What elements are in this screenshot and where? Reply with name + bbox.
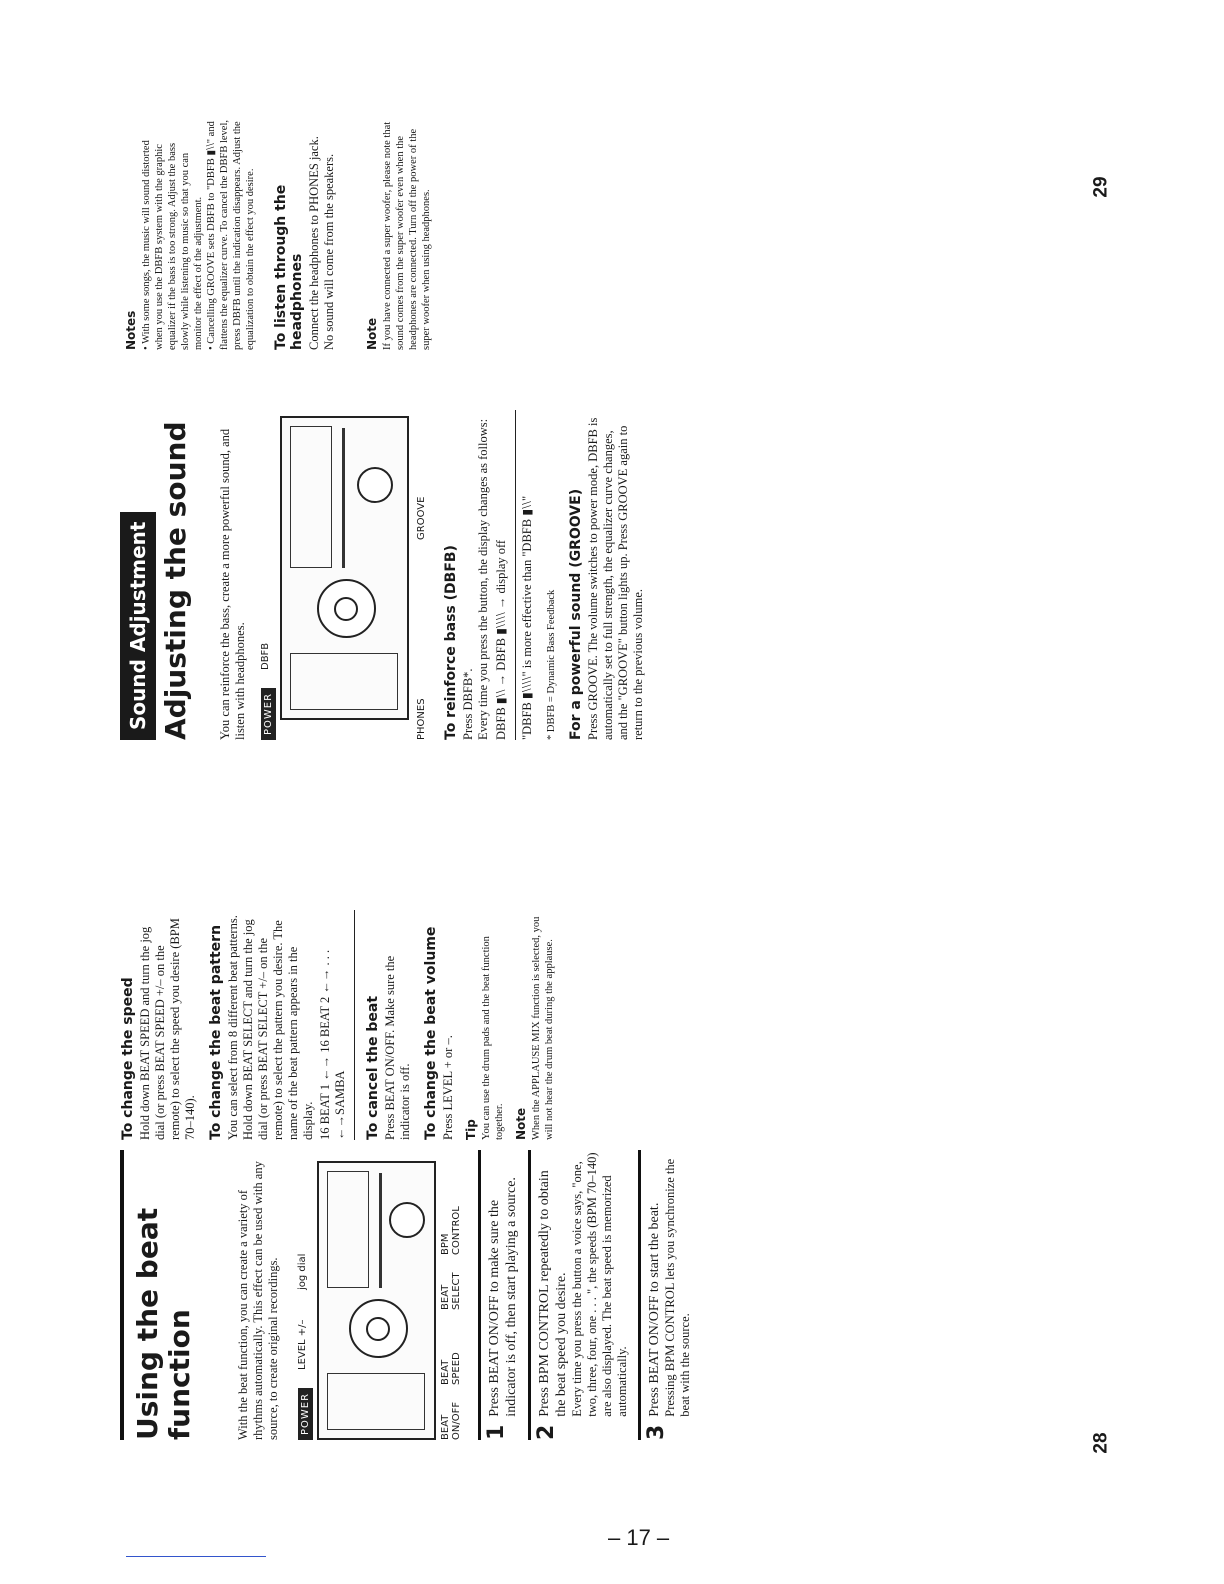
page-number-left: 28 [1090, 1432, 1112, 1454]
page-number-right: 29 [1090, 176, 1112, 198]
blue-underline [126, 1556, 266, 1557]
tip-text: You can use the drum pads and the beat function together. [481, 936, 505, 1140]
groove-heading: For a powerful sound (GROOVE) [568, 488, 584, 740]
sound-column [120, 410, 646, 740]
step-2 [528, 1150, 630, 1440]
dbfb-text: Every time you press the button, the display changes as follows: [476, 418, 490, 740]
notes-column [120, 120, 433, 350]
stereo-device-illustration [317, 1161, 436, 1440]
list-item: • Cancelling GROOVE sets DBFB to "DBFB ▮⧵⧵" and flattens the equalizer curve. To cancel the DBFB level, press DBFB until the indication disappears. Adjust the equalization to obtain the effect you desire. [206, 120, 256, 350]
step-number: 3 [644, 1424, 669, 1440]
title-rule [120, 1150, 124, 1440]
step-3 [638, 1150, 693, 1440]
step-note: Pressing BPM CONTROL lets you synchronize the beat with the source. [663, 1158, 692, 1417]
groove-text: Press GROOVE. The volume switches to power mode, DBFB is automatically set to full strength, the equalizer curve changes, and the "GROOVE" button lights up. Press GROOVE again to return to the previous volume. [586, 417, 645, 740]
beat-select-callout: BEAT SELECT [440, 1272, 462, 1310]
step-text: Press BEAT ON/OFF to start the beat. [647, 1202, 662, 1417]
beat-column [120, 1150, 693, 1440]
notes-heading: Notes [124, 310, 138, 350]
note-heading: Note [514, 1107, 528, 1140]
pattern-heading: To change the beat pattern [208, 924, 224, 1140]
dbfb-press: Press DBFB*. [461, 668, 475, 740]
cancel-text: Press BEAT ON/OFF. Make sure the indicator is off. [383, 955, 412, 1140]
note-text: When the APPLAUSE MIX function is selected, you will not hear the drum beat during the applause. [531, 916, 555, 1140]
headphones-heading: To listen through the headphones [273, 184, 305, 350]
beat-onoff-callout: BEAT ON/OFF [440, 1401, 462, 1440]
step-note: Every time you press the button a voice says, "one, two, three, four, one . . . ", the speeds (BPM 70–140) are also displayed. The beat speed is memorized automatically. [570, 1152, 629, 1417]
speed-text: Hold down BEAT SPEED and turn the jog dial (or press BEAT SPEED +/– on the remote) to select the speed you desire (BPM 70–140). [138, 918, 197, 1140]
level-callout: LEVEL +/– [297, 1319, 308, 1370]
jog-callout: jog dial [297, 1253, 308, 1290]
sound-intro: You can reinforce the bass, create a more powerful sound, and listen with headphones. [218, 428, 247, 740]
beat-intro: With the beat function, you can create a variety of rhythms automatically. This effect can be used with any source, to create original recordings. [236, 1161, 280, 1440]
step-text: Press BPM CONTROL repeatedly to obtain the beat speed you desire. [537, 1170, 569, 1417]
step-text: Press BEAT ON/OFF to make sure the indicator is off, then start playing a source. [487, 1177, 519, 1417]
stereo-device-illustration [280, 416, 409, 720]
pattern-sequence: 16 BEAT 1 ←→ 16 BEAT 2 ←→ . . . ←→SAMBA [318, 910, 355, 1140]
headphones-text: Connect the headphones to PHONES jack. No sound will come from the speakers. [307, 136, 336, 350]
groove-callout: GROOVE [416, 496, 427, 540]
sound-title: Adjusting the sound [159, 421, 192, 740]
power-button: POWER [298, 1388, 313, 1440]
list-item: • With some songs, the music will sound distorted when you use the DBFB system with the graphic equalizer if the bass is too strong. Adjust the bass slowly while listening to music so that you can monitor the effect of the adjustment. [141, 140, 204, 350]
headphones-note-text: If you have connected a super woofer, please note that sound comes from the super woofer even when the headphones are connected. Turn off the power of the super woofer when using headphones. [382, 121, 432, 350]
tip-heading: Tip [464, 1119, 478, 1140]
beat-extra-column [120, 910, 556, 1140]
dbfb-effect: "DBFB ▮⧵⧵⧵⧵" is more effective than "DBFB ▮⧵⧵" [520, 495, 534, 740]
volume-text: Press LEVEL + or –. [441, 1035, 455, 1140]
bpm-control-callout: BPM CONTROL [440, 1206, 462, 1255]
dbfb-callout: DBFB [260, 642, 271, 670]
cancel-heading: To cancel the beat [365, 995, 381, 1140]
power-button: POWER [261, 688, 276, 740]
phones-callout: PHONES [416, 698, 427, 740]
pattern-text: You can select from 8 different beat patterns. Hold down BEAT SELECT and turn the jog dial (or press BEAT SELECT +/– on the remote) to select the pattern you desire. The name of the beat pattern appears in the display. [226, 915, 315, 1140]
speed-heading: To change the speed [120, 977, 136, 1140]
beat-title: Using the beat function [131, 1207, 196, 1440]
notes-list [140, 120, 257, 350]
sheet-number: – 17 – [608, 1525, 670, 1550]
step-1 [478, 1150, 520, 1440]
step-number: 1 [484, 1424, 509, 1440]
beat-figure [295, 1150, 470, 1440]
dbfb-heading: To reinforce bass (DBFB) [443, 545, 459, 740]
dbfb-sequence: DBFB ▮⧵⧵ → DBFB ▮⧵⧵⧵⧵ → display off [494, 410, 516, 740]
section-band: Sound Adjustment [120, 512, 156, 740]
beat-speed-callout: BEAT SPEED [440, 1352, 462, 1385]
volume-heading: To change the beat volume [423, 926, 439, 1140]
sound-figure [258, 410, 433, 740]
step-number: 2 [534, 1424, 559, 1440]
dbfb-footnote: * DBFB = Dynamic Bass Feedback [546, 589, 557, 740]
headphones-note-heading: Note [365, 317, 379, 350]
rotated-spread [120, 20, 1160, 1440]
